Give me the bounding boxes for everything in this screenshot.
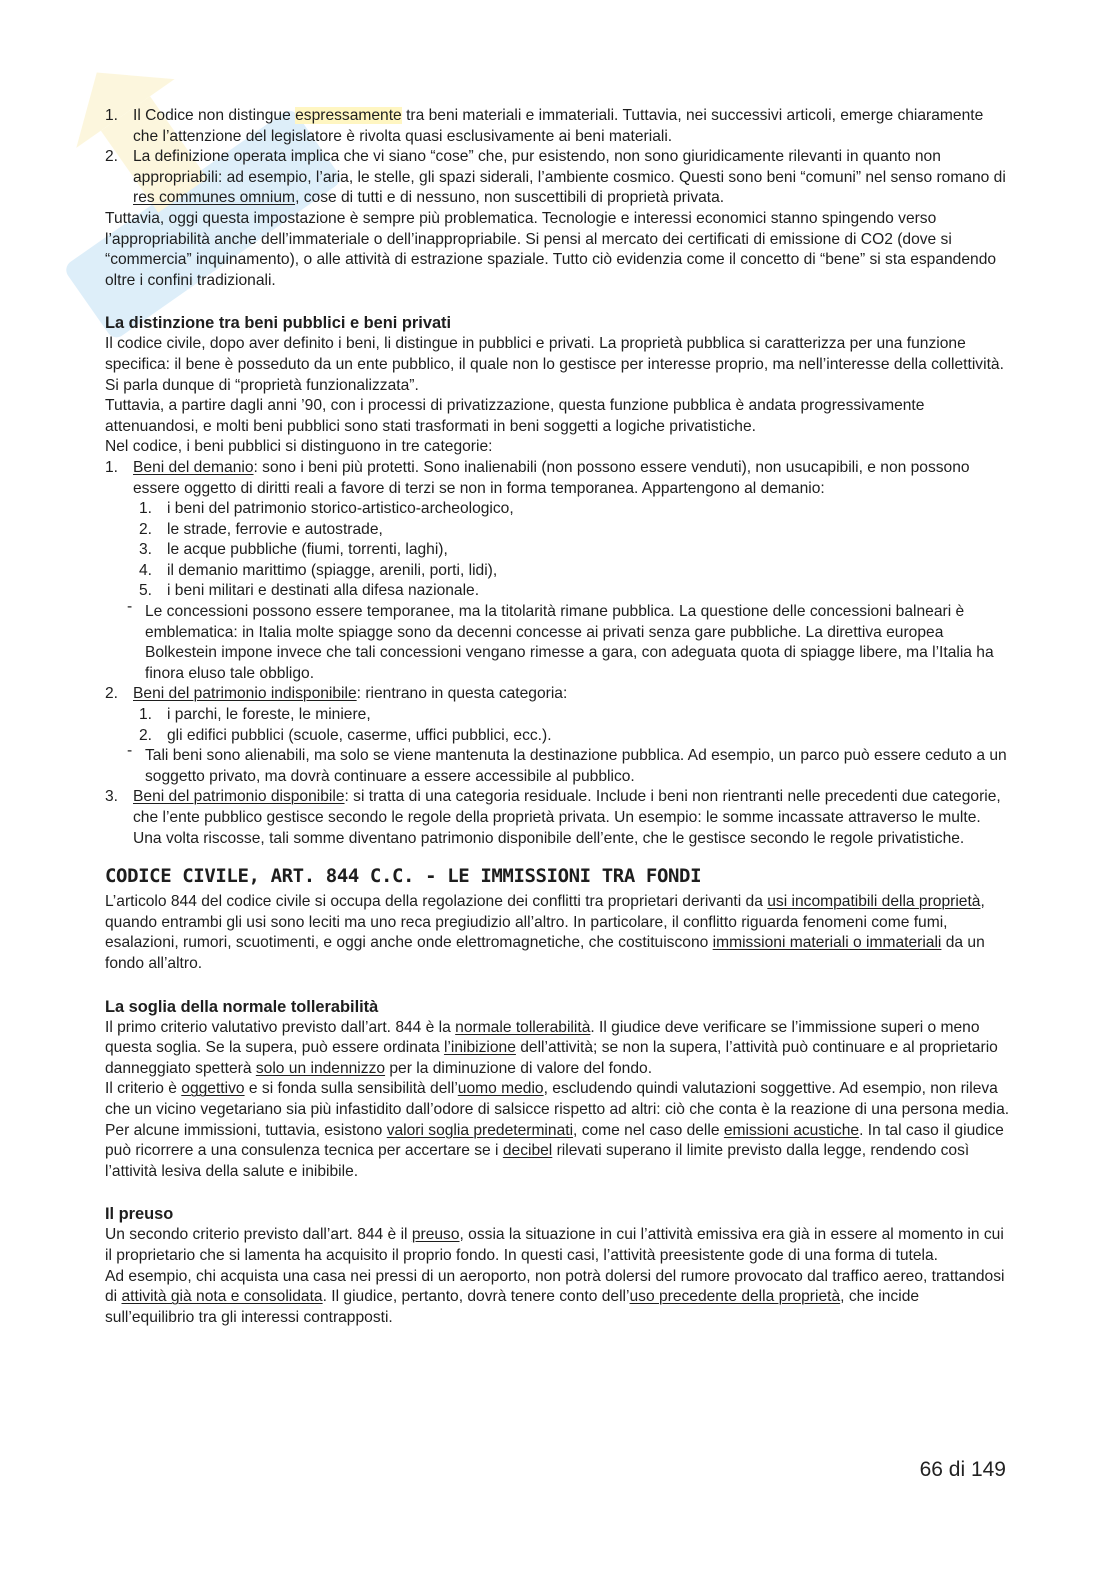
document-page xyxy=(105,106,1010,1328)
paragraph: L’articolo 844 del codice civile si occupa della regolazione dei conflitti tra proprietari derivanti da usi incompatibili della proprietà, quando entrambi gli usi sono leciti ma uno reca pregiudizio all’altro. In particolare, il conflitto riguarda fenomeni come fumi, esalazioni, rumori, scuotimenti, e oggi anche onde elettromagnetiche, che costituiscono immissioni materiali o immateriali da un fondo all’altro. xyxy=(105,893,985,972)
page-number: 66 di 149 xyxy=(919,1458,1006,1481)
dash-note: - Le concessioni possono essere temporanee, ma la titolarità rimane pubblica. La questione delle concessioni balneari è emblematica: in Italia molte spiagge sono da decenni concesse ai privati senza gare pubbliche. La direttiva europea Bolkestein impone invece che tali concessioni vengano rimesse a gara, con adeguata quota di spiagge libere, ma l’Italia ha finora eluso tale obbligo. xyxy=(127,598,994,682)
paragraph: Il primo criterio valutativo previsto dall’art. 844 è la normale tollerabilità. Il giudice deve verificare se l’immissione superi o meno questa soglia. Se la supera, può essere ordinata l’inibizione dell’attività; se non la supera, l’attività può continuare e al proprietario danneggiato spetterà solo un indennizzo per la diminuzione di valore del fondo. xyxy=(105,1018,998,1077)
list-item: 4. il demanio marittimo (spiagge, arenili, porti, lidi), xyxy=(139,561,498,579)
paragraph: Ad esempio, chi acquista una casa nei pressi di un aeroporto, non potrà dolersi del rumore provocato dal traffico aereo, trattandosi di attività già nota e consolidata. Il giudice, pertanto, dovrà tenere conto dell’uso precedente della proprietà, che incide sull’equilibrio tra gli interessi contrapposti. xyxy=(105,1267,1005,1326)
list-item: 1. i beni del patrimonio storico-artistico-archeologico, xyxy=(139,500,514,518)
chapter-title: CODICE CIVILE, ART. 844 C.C. - LE IMMISSIONI TRA FONDI xyxy=(105,865,702,888)
list-item: 1. i parchi, le foreste, le miniere, xyxy=(139,706,371,724)
category-patrimonio-disponibile: 3. Beni del patrimonio disponibile: si tratta di una categoria residuale. Include i beni non rientranti nelle precedenti due categorie, che l’ente pubblico gestisce secondo le regole della proprietà privata. Un esempio: le somme incassate attraverso le multe. Una volta riscosse, tali somme diventano patrimonio disponibile dell’ente, che le gestisce secondo le regole privatistiche. xyxy=(105,788,1001,847)
list-item: 2. gli edifici pubblici (scuole, caserme, uffici pubblici, ecc.). xyxy=(139,726,552,744)
demanio-sublist xyxy=(105,499,1010,602)
list-item: 3. le acque pubbliche (fiumi, torrenti, laghi), xyxy=(139,541,448,559)
indisponibile-sublist xyxy=(105,705,1010,746)
dash-note: - Tali beni sono alienabili, ma solo se viene mantenuta la destinazione pubblica. Ad esempio, un parco può essere ceduto a un soggetto privato, ma dovrà continuare a essere accessibile al pubblico. xyxy=(127,742,1007,785)
intro-list xyxy=(105,106,1010,209)
section-heading-preuso: Il preuso xyxy=(105,1205,174,1224)
intro-paragraph: Tuttavia, oggi questa impostazione è sempre più problematica. Tecnologie e interessi economici stanno spingendo verso l’appropriabilità anche dell’immateriale o dell’inappropriabile. Si pensi al mercato dei certificati di emissione di CO2 (dove si “commercia” inquinamento), o alle attività di estrazione spaziale. Tutto ciò evidenzia come il concetto di “bene” si sta espandendo oltre i confini tradizionali. xyxy=(105,209,997,289)
list-item: 2. le strade, ferrovie e autostrade, xyxy=(139,520,383,538)
paragraph: Per alcune immissioni, tuttavia, esistono valori soglia predeterminati, come nel caso delle emissioni acustiche. In tal caso il giudice può ricorrere a una consulenza tecnica per accertare se i decibel rilevati superano il limite previsto dalla legge, rendendo così l’attività lesiva della salute e inibibile. xyxy=(105,1121,1004,1180)
list-item: 5. i beni militari e destinati alla difesa nazionale. xyxy=(139,582,480,600)
list-item: 2. La definizione operata implica che vi siano “cose” che, pur esistendo, non sono giuridicamente rilevanti in quanto non appropriabili: ad esempio, l’aria, le stelle, gli spazi siderali, l’ambiente cosmico. Questi sono beni “comuni” nel senso romano di res communes omnium, cose di tutti e di nessuno, non suscettibili di proprietà privata. xyxy=(105,148,1006,207)
list-item: 1. Il Codice non distingue espressamente tra beni materiali e immateriali. Tuttavia, nei successivi articoli, emerge chiaramente che l’attenzione del legislatore è rivolta quasi esclusivamente ai beni materiali. xyxy=(105,107,984,145)
category-patrimonio-indisponibile: 2. Beni del patrimonio indisponibile: rientrano in questa categoria: 1. i parchi, le foreste, le miniere, 2. gli edifici pubblici (scuole, caserme, uffici pubblici, ecc.). - Tali beni sono alienabili, ma solo se viene mantenuta la destinazione pubblica. Ad esempio, un parco può essere ceduto a un soggetto privato, ma dovrà continuare a essere accessibile al pubblico. xyxy=(105,684,1010,787)
section-heading-tollerabilita: La soglia della normale tollerabilità xyxy=(105,997,379,1016)
section-heading-beni-pubblici: La distinzione tra beni pubblici e beni privati xyxy=(105,314,452,333)
paragraph: Il codice civile, dopo aver definito i beni, li distingue in pubblici e privati. La proprietà pubblica si caratterizza per una funzione specifica: il bene è posseduto da un ente pubblico, il quale non lo gestisce per interesse proprio, ma nell’interesse della collettività. Si parla dunque di “proprietà funzionalizzata”. xyxy=(105,335,1004,394)
paragraph: Tuttavia, a partire dagli anni ’90, con i processi di privatizzazione, questa funzione pubblica è andata progressivamente attenuandosi, e molti beni pubblici sono stati trasformati in beni soggetti a logiche privatistiche. xyxy=(105,397,925,435)
paragraph: Nel codice, i beni pubblici si distinguono in tre categorie: xyxy=(105,438,493,456)
paragraph: Un secondo criterio previsto dall’art. 844 è il preuso, ossia la situazione in cui l’attività emissiva era già in essere al momento in cui il proprietario che si lamenta ha acquisito il proprio fondo. In questi casi, l’attività preesistente gode di una forma di tutela. xyxy=(105,1226,1004,1264)
paragraph: Il criterio è oggettivo e si fonda sulla sensibilità dell’uomo medio, escludendo quindi valutazioni soggettive. Ad esempio, non rileva che un vicino vegetariano sia più infastidito dall’odore di salsicce rispetto ad altri: ciò che conta è la reazione di una persona media. xyxy=(105,1080,1010,1118)
category-demanio: 1. Beni del demanio: sono i beni più protetti. Sono inalienabili (non possono essere venduti), non usucapibili, e non possono essere oggetto di diritti reali a favore di terzi se non in forma temporanea. Appartengono al demanio: 1. i beni del patrimonio storico-artistico-archeologico, 2. le strade, ferrovie e autostrade, 3. le acque pubbliche (fiumi, torrenti, laghi), 4. il demanio marittimo (spiagge, arenili, porti, lidi), 5. i beni militari e destinati alla difesa nazionale. - Le concessioni possono essere temporanee, ma la titolarità rimane pubblica. La questione delle concessioni balneari è emblematica: in Italia molte spiagge sono da decenni concesse ai privati senza gare pubbliche. La direttiva europea Bolkestein impone invece che tali concessioni vengano rimesse a gara, con adeguata quota di spiagge libere, ma l’Italia ha finora eluso tale obbligo. xyxy=(105,458,1010,685)
categories-list xyxy=(105,458,1010,849)
